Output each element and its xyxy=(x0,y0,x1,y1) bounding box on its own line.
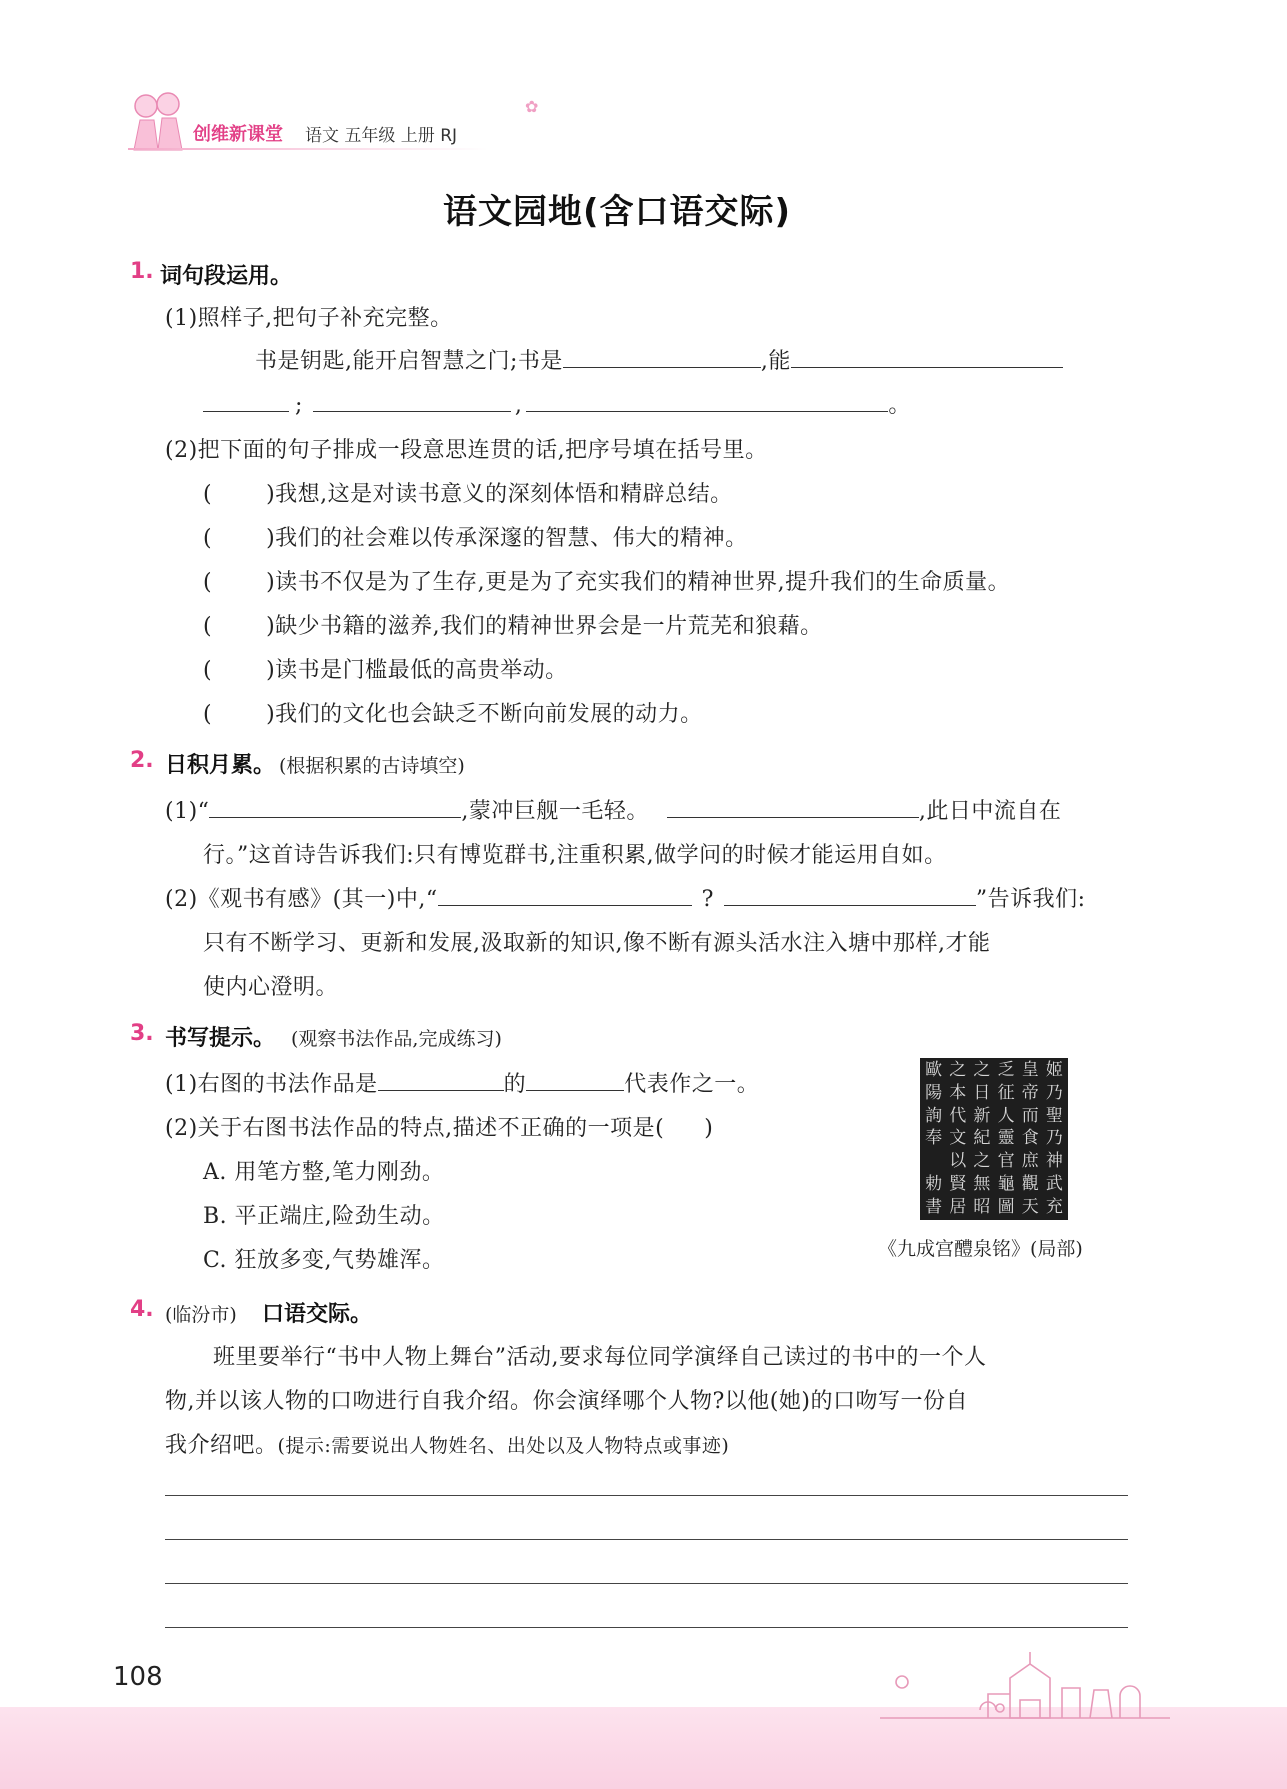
fill-blank[interactable] xyxy=(526,1067,624,1091)
calligraphy-char: 之 xyxy=(973,1151,991,1172)
castle-decoration-icon xyxy=(880,1650,1170,1720)
fill-blank[interactable] xyxy=(438,882,692,906)
calligraphy-image xyxy=(920,1058,1068,1220)
q3-title: 书写提示。 xyxy=(165,1026,276,1051)
calligraphy-char: 無 xyxy=(973,1173,991,1194)
q1-number: 1. xyxy=(130,259,154,284)
q2-title: 日积月累。 xyxy=(165,753,276,778)
calligraphy-char: 而 xyxy=(1021,1105,1039,1126)
calligraphy-char xyxy=(922,1151,945,1173)
q1-part1-instruction: (1)照样子,把句子补充完整。 xyxy=(165,306,453,331)
calligraphy-char: 乃 xyxy=(1045,1128,1063,1149)
q4-title: 口语交际。 xyxy=(262,1302,373,1327)
fill-blank[interactable] xyxy=(791,344,1063,368)
q1-part1-line1: 书是钥匙,能开启智慧之门;书是 ,能 xyxy=(255,344,1063,375)
ordering-item[interactable]: ( )我们的社会难以传承深邃的智慧、伟大的精神。 xyxy=(203,526,748,551)
q1-part2-instruction: (2)把下面的句子排成一段意思连贯的话,把序号填在括号里。 xyxy=(165,438,768,463)
calligraphy-char: 武 xyxy=(1045,1173,1063,1194)
calligraphy-char: 新 xyxy=(973,1105,991,1126)
calligraphy-char: 詢 xyxy=(925,1105,943,1126)
header-illustration xyxy=(128,88,188,153)
calligraphy-char: 聖 xyxy=(1045,1105,1063,1126)
calligraphy-char: 紀 xyxy=(973,1128,991,1149)
ordering-item[interactable]: ( )缺少书籍的滋养,我们的精神世界会是一片荒芜和狼藉。 xyxy=(203,614,823,639)
q2-part1-line1: (1)“ ,蒙冲巨舰一毛轻。 ,此日中流自在 xyxy=(165,794,1061,825)
header-subject: 语文 五年级 上册 RJ xyxy=(305,126,458,146)
calligraphy-char: 昭 xyxy=(973,1196,991,1217)
option-b[interactable]: B. 平正端庄,险劲生动。 xyxy=(203,1204,445,1229)
calligraphy-char: 賢 xyxy=(949,1173,967,1194)
calligraphy-char: 居 xyxy=(949,1196,967,1217)
answer-line[interactable] xyxy=(165,1539,1128,1540)
answer-line[interactable] xyxy=(165,1583,1128,1584)
header-brand: 创维新课堂 xyxy=(193,124,283,145)
calligraphy-char: 天 xyxy=(1021,1196,1039,1217)
calligraphy-char: 代 xyxy=(949,1105,967,1126)
calligraphy-char: 勅 xyxy=(925,1173,943,1194)
calligraphy-char: 文 xyxy=(949,1128,967,1149)
calligraphy-char: 皇 xyxy=(1021,1060,1039,1081)
calligraphy-char: 乏 xyxy=(997,1060,1015,1081)
calligraphy-char: 人 xyxy=(997,1105,1015,1126)
q2-part2-line3: 使内心澄明。 xyxy=(203,975,339,1000)
option-c[interactable]: C. 狂放多变,气势雄浑。 xyxy=(203,1248,445,1273)
q2-number: 2. xyxy=(130,748,154,773)
q4-location: (临汾市) xyxy=(165,1304,237,1326)
fill-blank[interactable] xyxy=(313,388,511,412)
q1-part1-line2: ; , 。 xyxy=(203,388,911,419)
q4-line3: 我介绍吧。(提示:需要说出人物姓名、出处以及人物特点或事迹) xyxy=(165,1433,730,1458)
answer-line[interactable] xyxy=(165,1627,1128,1628)
q2-part1-line2: 行。”这首诗告诉我们:只有博览群书,注重积累,做学问的时候才能运用自如。 xyxy=(203,843,947,868)
ordering-item[interactable]: ( )读书不仅是为了生存,更是为了充实我们的精神世界,提升我们的生命质量。 xyxy=(203,570,1011,595)
ordering-item[interactable]: ( )我想,这是对读书意义的深刻体悟和精辟总结。 xyxy=(203,482,733,507)
option-a[interactable]: A. 用笔方整,笔力刚劲。 xyxy=(203,1160,445,1185)
fill-blank[interactable] xyxy=(209,794,461,818)
page-title: 语文园地(含口语交际) xyxy=(443,192,792,232)
fill-blank[interactable] xyxy=(526,388,888,412)
calligraphy-char: 之 xyxy=(949,1060,967,1081)
calligraphy-char: 日 xyxy=(973,1083,991,1104)
q2-part2-line2: 只有不断学习、更新和发展,汲取新的知识,像不断有源头活水注入塘中那样,才能 xyxy=(203,931,991,956)
q3-note: (观察书法作品,完成练习) xyxy=(291,1028,502,1050)
calligraphy-char: 神 xyxy=(1045,1151,1063,1172)
calligraphy-char: 充 xyxy=(1045,1196,1063,1217)
q4-number: 4. xyxy=(130,1297,154,1322)
calligraphy-char: 歐 xyxy=(925,1060,943,1081)
answer-line[interactable] xyxy=(165,1495,1128,1496)
calligraphy-char: 書 xyxy=(925,1196,943,1217)
fill-blank[interactable] xyxy=(563,344,761,368)
q3-part2: (2)关于右图书法作品的特点,描述不正确的一项是( ) xyxy=(165,1116,714,1141)
calligraphy-char: 帝 xyxy=(1021,1083,1039,1104)
calligraphy-char: 本 xyxy=(949,1083,967,1104)
fill-blank[interactable] xyxy=(378,1067,504,1091)
q4-line1: 班里要举行“书中人物上舞台”活动,要求每位同学演绎自己读过的书中的一个人 xyxy=(213,1345,987,1370)
calligraphy-char: 乃 xyxy=(1045,1083,1063,1104)
calligraphy-char: 陽 xyxy=(925,1083,943,1104)
calligraphy-caption: 《九成宫醴泉铭》(局部) xyxy=(878,1238,1083,1260)
calligraphy-char: 圖 xyxy=(997,1196,1015,1217)
q3-part1: (1)右图的书法作品是 的 代表作之一。 xyxy=(165,1067,759,1098)
calligraphy-char: 之 xyxy=(973,1060,991,1081)
fill-blank[interactable] xyxy=(203,388,289,412)
calligraphy-char: 觀 xyxy=(1021,1173,1039,1194)
header-underline xyxy=(128,148,488,150)
q1-title: 词句段运用。 xyxy=(160,264,293,289)
calligraphy-char: 官 xyxy=(997,1151,1015,1172)
page-number: 108 xyxy=(113,1662,163,1692)
calligraphy-char: 龜 xyxy=(997,1173,1015,1194)
calligraphy-char: 征 xyxy=(997,1083,1015,1104)
ordering-item[interactable]: ( )读书是门槛最低的高贵举动。 xyxy=(203,658,568,683)
calligraphy-char: 以 xyxy=(949,1151,967,1172)
q2-part2-line1: (2)《观书有感》(其一)中,“ ? ”告诉我们: xyxy=(165,882,1086,913)
calligraphy-char: 靈 xyxy=(997,1128,1015,1149)
fill-blank[interactable] xyxy=(724,882,976,906)
q2-note: (根据积累的古诗填空) xyxy=(279,755,465,777)
fill-blank[interactable] xyxy=(667,794,919,818)
calligraphy-char: 奉 xyxy=(925,1128,943,1149)
q4-line2: 物,并以该人物的口吻进行自我介绍。你会演绎哪个人物?以他(她)的口吻写一份自 xyxy=(165,1389,968,1414)
calligraphy-char: 姬 xyxy=(1045,1060,1063,1081)
calligraphy-char: 食 xyxy=(1021,1128,1039,1149)
flower-decoration-icon: ✿ xyxy=(525,97,539,116)
ordering-item[interactable]: ( )我们的文化也会缺乏不断向前发展的动力。 xyxy=(203,702,703,727)
calligraphy-char: 庶 xyxy=(1021,1151,1039,1172)
q3-number: 3. xyxy=(130,1021,154,1046)
